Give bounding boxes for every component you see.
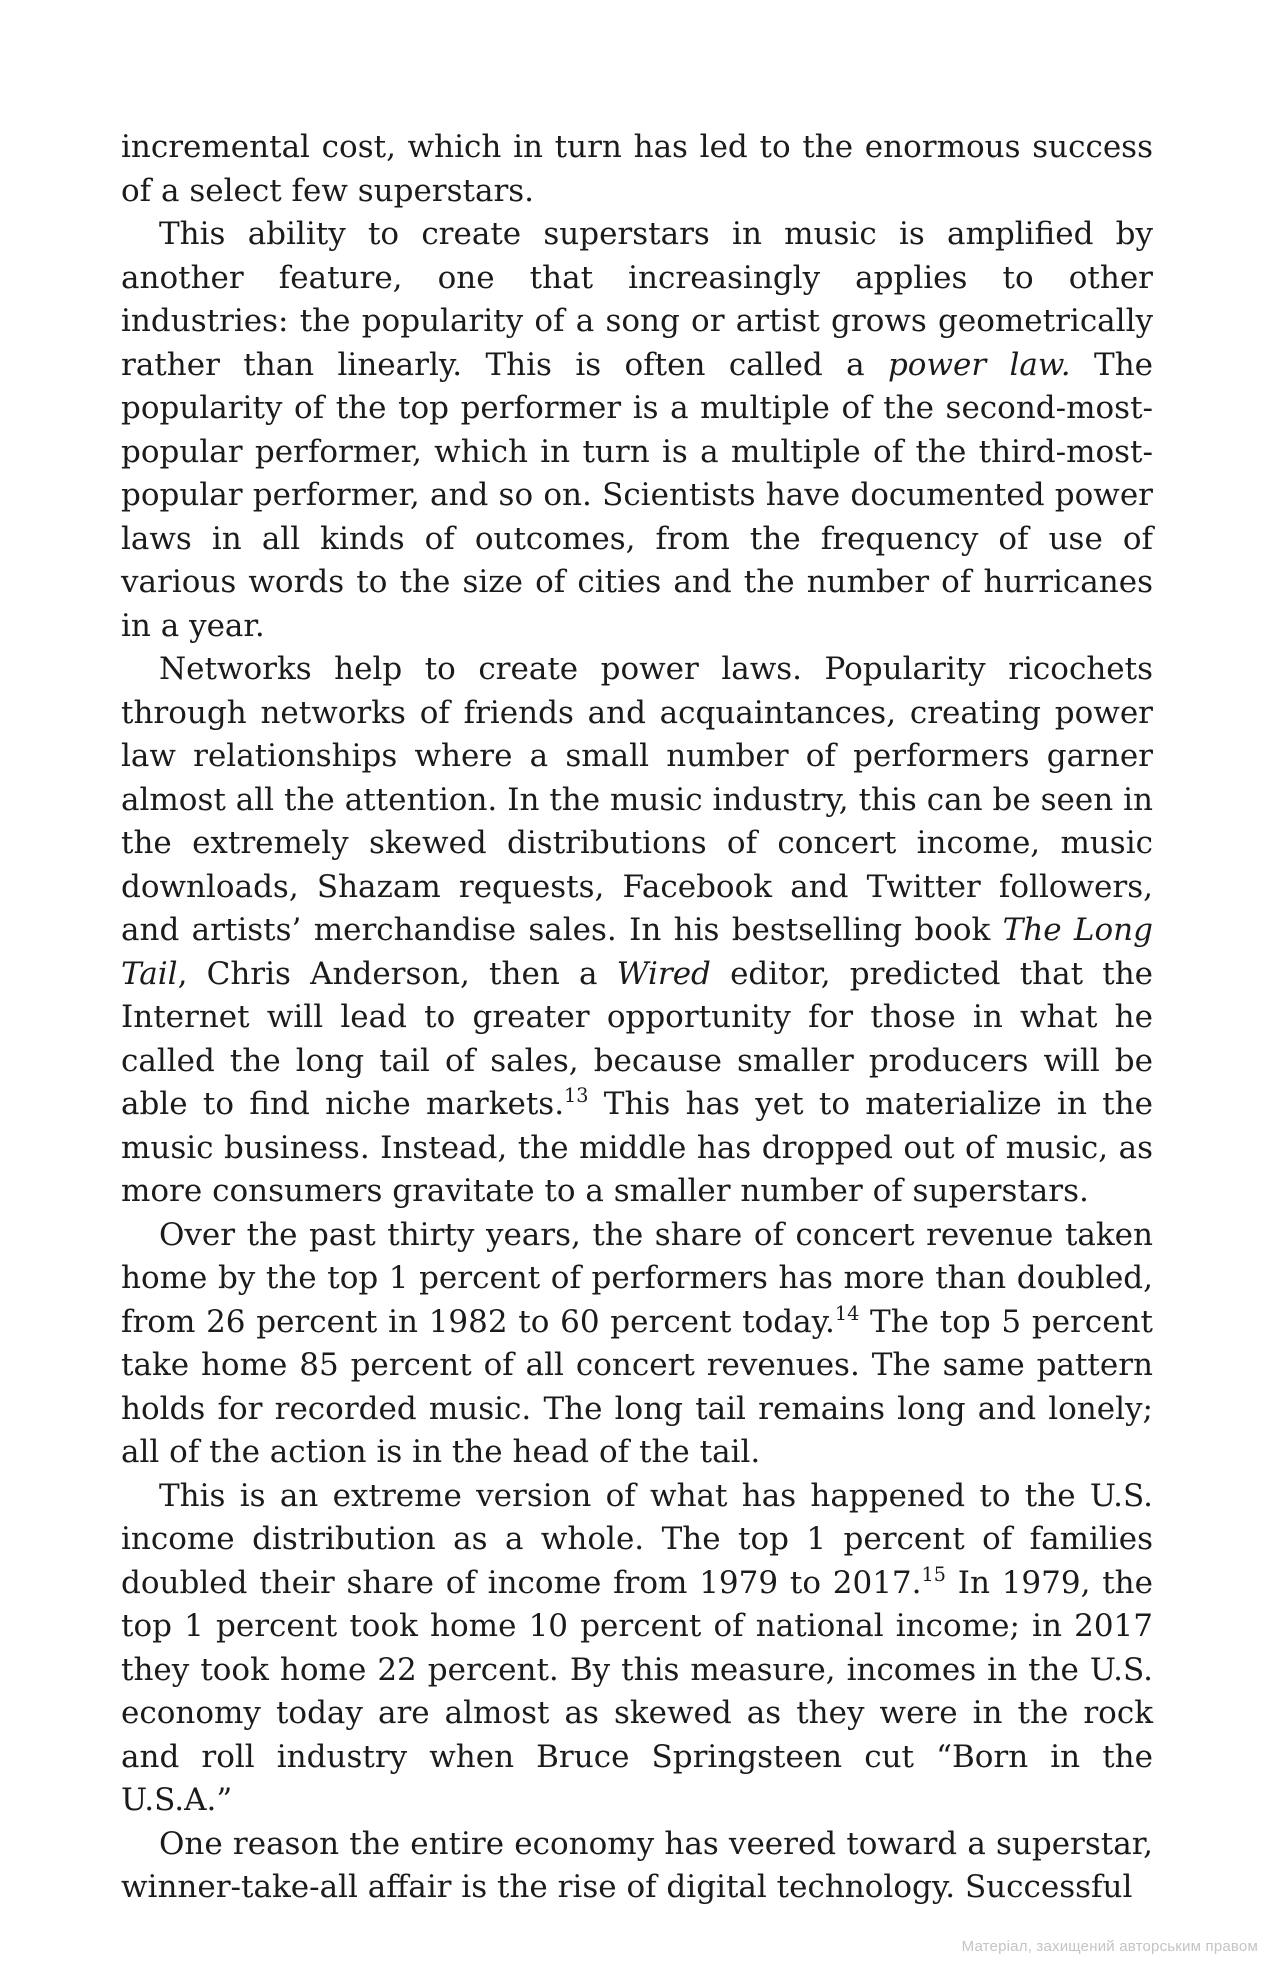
paragraph-5: [121, 1475, 1153, 1823]
footnote-marker: 14: [834, 1301, 860, 1325]
copyright-watermark: Матеріал, захищений авторським правом: [961, 1938, 1258, 1955]
text-segment: One reason the entire economy has veered toward a superstar, winner-take-all affair is the rise of digital technology. Successful: [121, 1825, 1153, 1905]
italic-text: power law.: [887, 346, 1071, 383]
paragraph-2: [121, 213, 1153, 648]
text-segment: This is an extreme version of what has happened to the U.S. income distribution as a whole. The top 1 percent of families doubled their share of income from 1979 to 2017.: [121, 1477, 1153, 1601]
text-segment: This has yet to materialize in the music business. Instead, the middle has dropped out of music, as more consumers gravitate to a smaller number of superstars.: [121, 1086, 1153, 1209]
text-segment: editor, predicted that the Internet will lead to greater opportunity for those in what he called the long tail of sales, because smaller producers will be able to find niche markets.: [121, 955, 1153, 1122]
text-segment: Networks help to create power laws. Popularity ricochets through networks of friends and acquaintances, creating power law relationships where a small number of performers garner almost all the attention. In the music industry, this can be seen in the extremely skewed distributions of concert income, music downloads, Shazam requests, Facebook and Twitter followers, and artists’ merchandise sales. In his bestselling book: [121, 651, 1153, 948]
text-segment: This ability to create superstars in music is amplified by another feature, one that increasingly applies to other industries: the popularity of a song or artist grows geometrically rather than linearly. This is often called a: [121, 216, 1153, 383]
paragraph-4: [121, 1214, 1153, 1475]
footnote-marker: 15: [921, 1562, 946, 1586]
text-segment: , Chris Anderson, then a: [177, 955, 617, 992]
text-segment: incremental cost, which in turn has led to the enormous success of a select few superstars.: [121, 129, 1153, 209]
italic-text: Wired: [616, 955, 711, 992]
paragraph-1: [121, 126, 1153, 213]
text-segment: In 1979, the top 1 percent took home 10 percent of national income; in 2017 they took home 22 percent. By this measure, incomes in the U.S. economy today are almost as skewed as they were in the rock and roll industry when Bruce Springsteen cut “Born in the U.S.A.”: [121, 1564, 1153, 1818]
footnote-marker: 13: [564, 1084, 589, 1108]
paragraph-3: [121, 648, 1153, 1214]
text-segment: The top 5 percent take home 85 percent of all concert revenues. The same pattern holds for recorded music. The long tail remains long and lonely; all of the action is in the head of the tail.: [121, 1303, 1154, 1470]
text-segment: The popularity of the top performer is a multiple of the second-most-popular performer, which in turn is a multiple of the third-most-popular performer, and so on. Scientists have documented power laws in all kinds of outcomes, from the frequency of use of various words to the size of cities and the number of hurricanes in a year.: [121, 346, 1154, 644]
paragraph-6: [121, 1823, 1153, 1910]
text-segment: Over the past thirty years, the share of concert revenue taken home by the top 1 percent of performers has more than doubled, from 26 percent in 1982 to 60 percent today.: [121, 1216, 1153, 1340]
italic-text: The Long Tail: [121, 912, 1153, 992]
page-body: [121, 126, 1153, 1910]
